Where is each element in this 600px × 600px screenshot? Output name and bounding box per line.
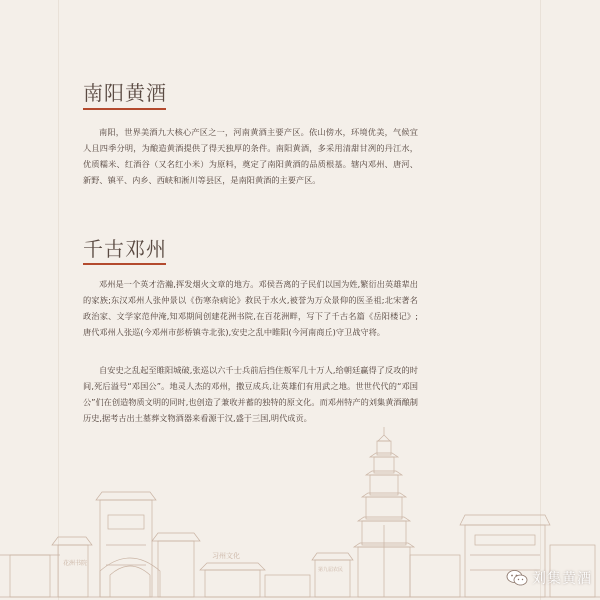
title-underline <box>83 108 166 110</box>
skyline-stage-sign: 第九届农民 <box>318 567 344 573</box>
section-title-qiangu-dengzhou: 千古邓州 <box>83 237 167 261</box>
arched-gateway <box>100 558 160 597</box>
wechat-watermark <box>506 568 592 588</box>
wechat-icon <box>506 569 528 587</box>
paragraph-zhangxun-story: 自安史之乱起至睢阳城破,张巡以六千士兵前后挡住叛军几十万人,给朝廷赢得了反攻的时间,死后溢号“邓国公”。地灵人杰的邓州，撒豆成兵,让英雄们有用武之地。世世代代的“邓国公”们在创造物质文明的同时,也创造了兼收并蓄的独特的原文化。而邓州特产的刘集黄酒酿制历史,据考古出土墓葬文物酒器来看源于汉,盛于三国,明代成贡。 <box>83 365 418 423</box>
left-tower-building <box>96 492 156 597</box>
section-title-nanyang-huangjiu: 南阳黄酒 <box>83 81 167 105</box>
pagoda-tower <box>354 427 414 597</box>
city-skyline-illustration <box>0 375 600 600</box>
paragraph-dengzhou-history: 邓州是一个英才浩瀚,挥发烟火文章的地方。邓侯吾离的子民们以国为姓,繁衍出英雄辈出的家族;东汉邓州人张仲景以《伤寒杂病论》救民于水火,被誉为万众景仰的医圣祖;北宋著名政治家、文学家范仲淹,知邓期间创建花洲书院,在百花洲畔，写下了千古名篇《岳阳楼记》;唐代邓州人张巡(今邓州市彭桥镇寺北张),安史之乱中睢阳(今河南商丘)守卫战守将。 <box>83 279 418 337</box>
skyline-building-sign: 习州文化 <box>212 552 240 560</box>
title-underline <box>83 263 166 265</box>
svg-text:花洲书院: 花洲书院 <box>63 560 88 567</box>
watermark-text: 刘集黄酒 <box>532 571 592 587</box>
left-pavilion <box>52 537 92 597</box>
paragraph-nanyang-intro: 南阳，世界美酒九大核心产区之一，河南黄酒主要产区。依山傍水，环境优美，气候宜人且四季分明，为酿造黄酒提供了得天独厚的条件。南阳黄酒，多采用清甜甘冽的丹江水，优质糯米、红酒谷（又名红小米）为原料，奠定了南阳黄酒的品质根基。辖内邓州、唐河、新野、镇平、内乡、西峡和淅川等县区，是南阳黄酒的主要产区。 <box>83 127 418 185</box>
